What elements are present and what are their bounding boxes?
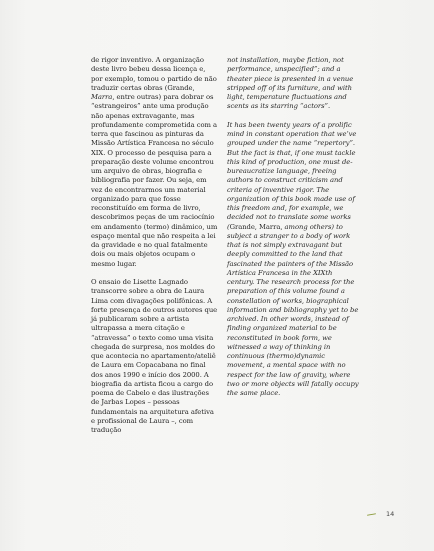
portuguese-column: [91, 56, 219, 445]
work-titles-grande-marra: Grande, Marra,: [229, 222, 283, 231]
pt-paragraph-1: de rigor inventivo. A organização deste livro bebeu dessa licença e, por exemplo, tomou o partido de não traduzir certas obras (Grande, Marra, entre outras) para dobrar os “estrangeiros” ante uma produção não apenas extravagante, mas profundamente comprometida com a terra que fascinou as pinturas da Missão Artística Francesa no século XIX. O processo de pesquisa para a preparação deste volume encontrou um arquivo de obras, biografia e bibliografia por fazer. Ou seja, em vez de encontrarmos um material organizado para que fosse reconstituído em forma de livro, descobrimos peças de um raciocínio em andamento (termo) dinâmico, um espaço mental que não respeita a lei da gravidade e no qual fatalmente dois ou mais objetos ocupam o mesmo lugar.: [91, 56, 218, 268]
en-paragraph-2: It has been twenty years of a prolific mind in constant operation that we’ve grouped under the name “repertory”. But the fact is that, if one must tackle this kind of production, one must de-bureaucratize language, freeing authors to construct criticism and criteria of inventive rigor. The organization of this book made use of this freedom and, for example, we decided not to translate some works (Grande, Marra, among others) to subject a stranger to a body of work that is not simply extravagant but deeply committed to the land that fascinated the painters of the Missão Artística Francesa in the XIXth century. The research process for the preparation of this volume found a constellation of works, biographical information and bibliography yet to be archived. In other words, instead of finding organized material to be reconstituted in book form, we witnessed a way of thinking in continuous (thermo)dynamic movement, a mental space with no respect for the law of gravity, where two or more objects will fatally occupy the same place.: [227, 120, 359, 397]
work-title-marra: Marra: [91, 93, 113, 101]
page-number: 14: [386, 510, 395, 518]
pen-mark: [367, 513, 376, 516]
pt-paragraph-2: O ensaio de Lisette Lagnado transcorre sobre a obra de Laura Lima com divagações polifônicas. A forte presença de outros autores que já publicaram sobre a artista ultrapassa a mera citação e “atravessa” o texto como uma visita chegada de surpresa, nos moldes do que acontecia no apartamento/ateliê de Laura em Copacabana no final dos anos 1990 e início dos 2000. A biografia da artista ficou a cargo do poema de Cabelo e das ilustrações de Jarbas Lopes – pessoas fundamentais na arquitetura afetiva e profissional de Laura –, com tradução: [91, 278, 218, 434]
en-paragraph-1: not installation, maybe fiction, not performance, unspecified”; and a theater piece is presented in a venue stripped off of its furniture, and with light, temperature fluctuations and scents as its starring “actors”.: [227, 56, 354, 111]
english-column: [227, 56, 361, 408]
